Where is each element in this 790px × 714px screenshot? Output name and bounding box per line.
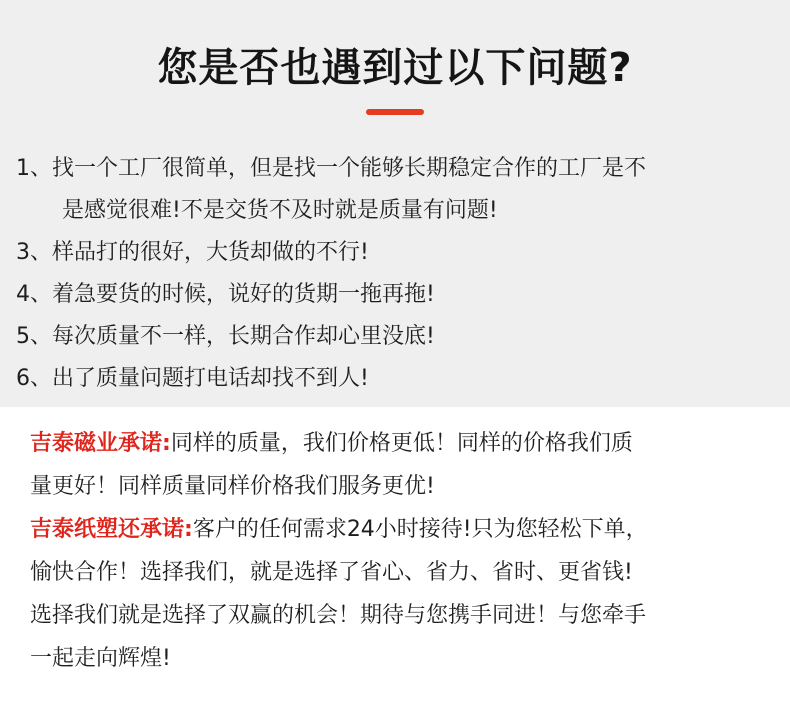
- promise-1-line-1: [30, 422, 774, 465]
- problem-item-1: 1、找一个工厂很简单，但是找一个能够长期稳定合作的工厂是不: [16, 156, 646, 181]
- problem-item-4: 4、着急要货的时候，说好的货期一拖再拖!: [16, 282, 435, 307]
- promise-2-line-4: 一起走向辉煌!: [30, 646, 171, 671]
- promise-2-line-2: 愉快合作！选择我们，就是选择了省心、省力、省时、更省钱!: [30, 560, 633, 585]
- problem-item-3: 3、样品打的很好，大货却做的不行!: [16, 240, 369, 265]
- problem-item-6: 6、出了质量问题打电话却找不到人!: [16, 366, 369, 391]
- promise-2-line-1: [30, 508, 774, 551]
- problem-list: [16, 148, 776, 400]
- promise-2-text-1: 客户的任何需求24小时接待!只为您轻松下单，: [192, 517, 648, 542]
- promise-1-label: 吉泰磁业承诺:: [30, 431, 171, 456]
- problem-item-5: 5、每次质量不一样，长期合作却心里没底!: [16, 324, 435, 349]
- promise-list: [30, 422, 774, 680]
- problem-item-1-cont: 是感觉很难!不是交货不及时就是质量有问题!: [62, 198, 498, 223]
- promise-2-label: 吉泰纸塑还承诺:: [30, 517, 193, 542]
- promise-1-line-2: 量更好！同样质量同样价格我们服务更优!: [30, 474, 435, 499]
- page-title: 您是否也遇到过以下问题?: [157, 45, 633, 91]
- title-underline: [366, 109, 424, 115]
- promise-1-text-1: 同样的质量，我们价格更低！同样的价格我们质: [170, 431, 633, 456]
- promise-2-line-3: 选择我们就是选择了双赢的机会！期待与您携手同进！与您牵手: [30, 603, 647, 628]
